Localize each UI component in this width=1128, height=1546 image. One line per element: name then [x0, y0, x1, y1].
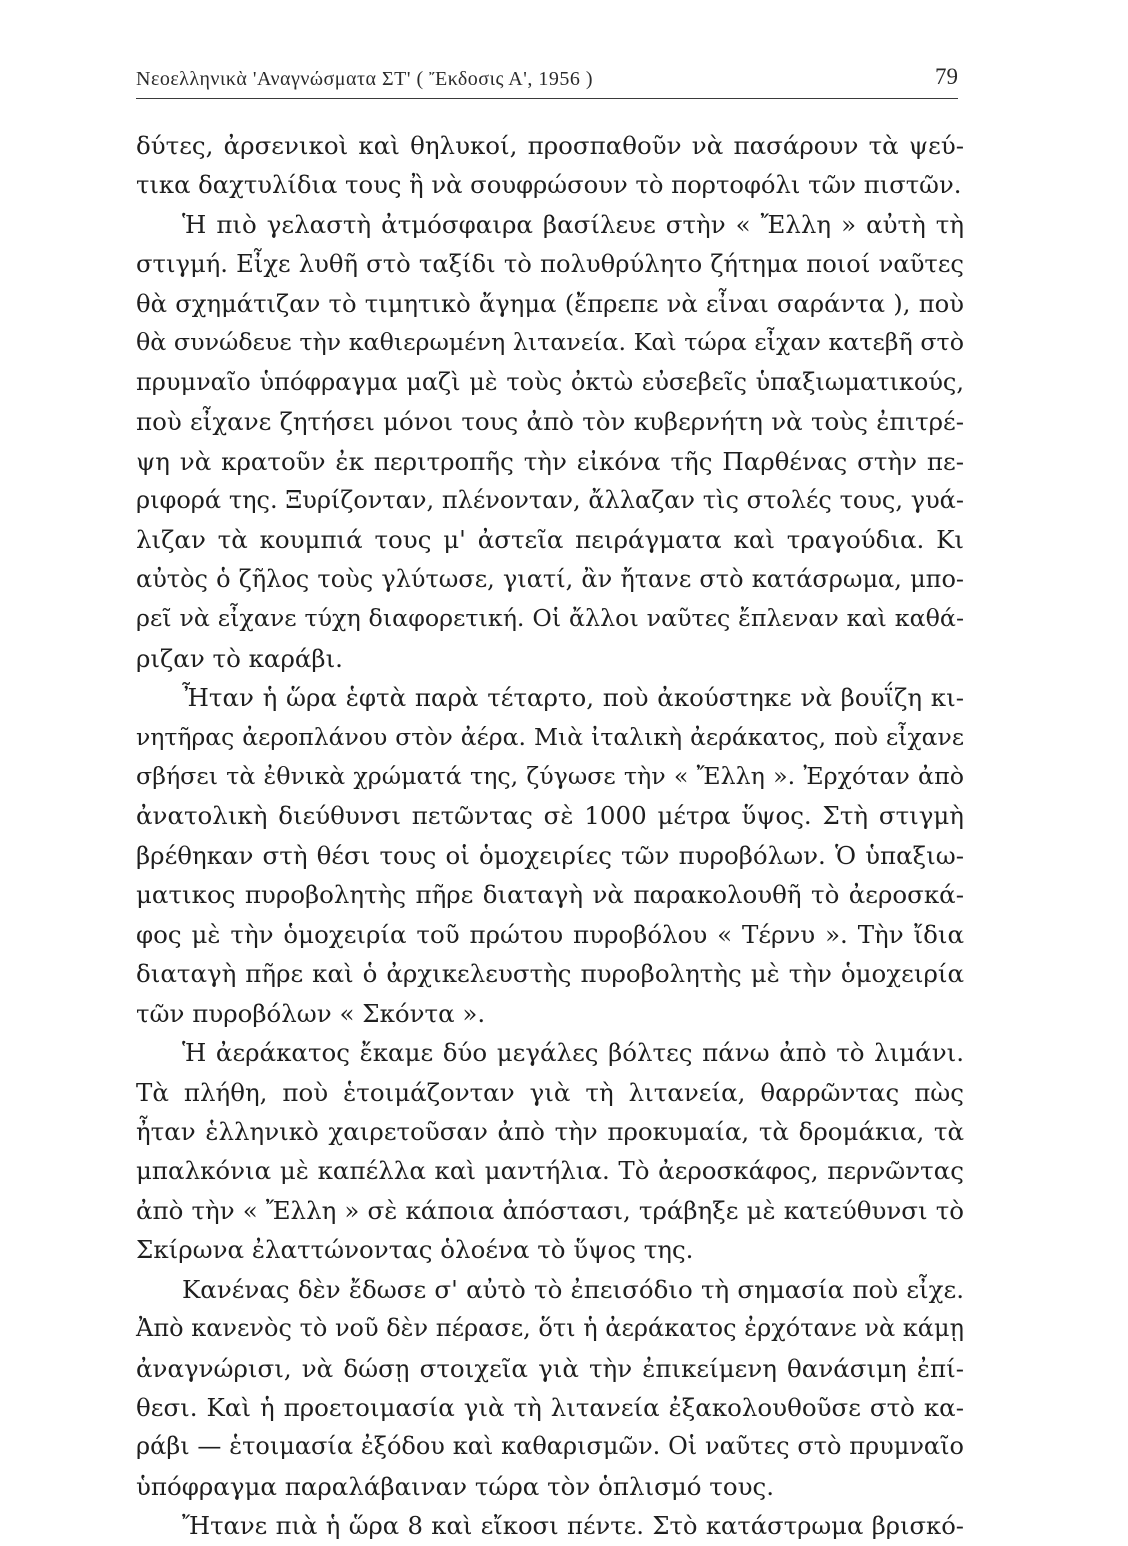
text-line: λιζαν τὰ κουμπιά τους μ' ἀστεῖα πειράγματα καὶ τραγούδια. Κι	[136, 525, 964, 555]
text-line: Σκίρωνα ἐλαττώνοντας ὁλοένα τὸ ὕψος της.	[136, 1235, 694, 1265]
body-text	[136, 126, 964, 1546]
text-line: ριφορά της. Ξυρίζονταν, πλένονταν, ἄλλαζαν τὶς στολές τους, γυά-	[136, 485, 964, 514]
running-header	[136, 64, 958, 99]
text-line: νητῆρας ἀεροπλάνου στὸν ἀέρα. Μιὰ ἰταλικὴ ἀεράκατος, ποὺ εἶχανε	[136, 722, 964, 751]
text-line: θὰ συνώδευε τὴν καθιερωμένη λιτανεία. Καὶ τώρα εἶχαν κατεβῆ στὸ	[136, 328, 964, 357]
text-line: Τὰ πλήθη, ποὺ ἑτοιμάζονταν γιὰ τὴ λιτανεία, θαρρῶντας πὼς	[136, 1077, 964, 1107]
page-number: 79	[935, 64, 958, 89]
text-line: τῶν πυροβόλων « Σκόντα ».	[136, 998, 486, 1028]
text-line: ρεῖ νὰ εἶχανε τύχη διαφορετική. Οἱ ἄλλοι ναῦτες ἔπλεναν καὶ καθά-	[136, 604, 964, 633]
text-line: ὑπόφραγμα παραλάβαιναν τώρα τὸν ὁπλισμό τους.	[136, 1471, 774, 1501]
text-line: Κανένας δὲν ἔδωσε σ' αὐτὸ τὸ ἐπεισόδιο τὴ σημασία ποὺ εἶχε.	[182, 1274, 964, 1304]
text-line: μπαλκόνια μὲ καπέλλα καὶ μαντήλια. Τὸ ἀεροσκάφος, περνῶντας	[136, 1156, 964, 1186]
text-line: ριζαν τὸ καράβι.	[136, 643, 343, 673]
text-line: σβήσει τὰ ἐθνικὰ χρώματά της, ζύγωσε τὴν « Ἔλλη ». Ἐρχόταν ἀπὸ	[136, 762, 964, 790]
text-line: Ἡ ἀεράκατος ἔκαμε δύο μεγάλες βόλτες πάνω ἀπὸ τὸ λιμάνι.	[182, 1038, 964, 1068]
text-line: ψη νὰ κρατοῦν ἐκ περιτροπῆς τὴν εἰκόνα τῆς Παρθένας στὴν πε-	[136, 446, 964, 476]
text-line: Ἤτανε πιὰ ἡ ὥρα 8 καὶ εἴκοσι πέντε. Στὸ κατάστρωμα βρισκό-	[182, 1511, 964, 1541]
text-line: ράβι — ἑτοιμασία ἐξόδου καὶ καθαρισμῶν. Οἱ ναῦτες στὸ πρυμναῖο	[136, 1432, 964, 1461]
text-line: τικα δαχτυλίδια τους ἢ νὰ σουφρώσουν τὸ πορτοφόλι τῶν πιστῶν.	[136, 170, 962, 200]
text-line: δύτες, ἀρσενικοὶ καὶ θηλυκοί, προσπαθοῦν νὰ πασάρουν τὰ ψεύ-	[136, 131, 964, 160]
text-line: πρυμναῖο ὑπόφραγμα μαζὶ μὲ τοὺς ὀκτὼ εὐσεβεῖς ὑπαξιωματικούς,	[136, 367, 964, 396]
running-title: Νεοελληνικὰ 'Αναγνώσματα ΣΤ' ( Ἔκδοσις Α', 1956 )	[136, 68, 593, 90]
text-line: διαταγὴ πῆρε καὶ ὁ ἀρχικελευστὴς πυροβολητὴς μὲ τὴν ὁμοχειρία	[136, 959, 964, 989]
text-line: Ἦταν ἡ ὥρα ἑφτὰ παρὰ τέταρτο, ποὺ ἀκούστηκε νὰ βουΐζη κι-	[182, 683, 964, 713]
text-line: Ἀπὸ κανενὸς τὸ νοῦ δὲν πέρασε, ὅτι ἡ ἀεράκατος ἐρχότανε νὰ κάμῃ	[136, 1314, 964, 1343]
text-line: ἦταν ἑλληνικὸ χαιρετοῦσαν ἀπὸ τὴν προκυμαία, τὰ δρομάκια, τὰ	[136, 1116, 964, 1146]
text-line: ἀναγνώρισι, νὰ δώσῃ στοιχεῖα γιὰ τὴν ἐπικείμενη θανάσιμη ἐπί-	[136, 1353, 964, 1383]
text-line: ποὺ εἶχανε ζητήσει μόνοι τους ἀπὸ τὸν κυβερνήτη νὰ τοὺς ἐπιτρέ-	[136, 407, 964, 437]
text-line: θὰ σχημάτιζαν τὸ τιμητικὸ ἄγημα (ἔπρεπε νὰ εἶναι σαράντα ), ποὺ	[136, 288, 964, 318]
text-line: βρέθηκαν στὴ θέσι τους οἱ ὁμοχειρίες τῶν πυροβόλων. Ὁ ὑπαξιω-	[136, 840, 964, 870]
text-line: αὐτὸς ὁ ζῆλος τοὺς γλύτωσε, γιατί, ἂν ἤτανε στὸ κατάσρωμα, μπο-	[136, 564, 964, 593]
text-line: ἀνατολικὴ διεύθυνσι πετῶντας σὲ 1000 μέτρα ὕψος. Στὴ στιγμὴ	[136, 801, 964, 831]
text-line: φος μὲ τὴν ὁμοχειρία τοῦ πρώτου πυροβόλου « Τέρνυ ». Τὴν ἴδια	[136, 919, 964, 949]
text-line: στιγμή. Εἶχε λυθῆ στὸ ταξίδι τὸ πολυθρύλητο ζήτημα ποιοί ναῦτες	[136, 249, 964, 279]
text-line: ἀπὸ τὴν « Ἔλλη » σὲ κάποια ἀπόστασι, τράβηξε μὲ κατεύθυνσι τὸ	[136, 1195, 964, 1225]
text-line: θεσι. Καὶ ἡ προετοιμασία γιὰ τὴ λιτανεία ἐξακολουθοῦσε στὸ κα-	[136, 1393, 964, 1422]
text-line: Ἡ πιὸ γελαστὴ ἀτμόσφαιρα βασίλευε στὴν « Ἔλλη » αὐτὴ τὴ	[182, 209, 964, 239]
text-line: ματικος πυροβολητὴς πῆρε διαταγὴ νὰ παρακολουθῆ τὸ ἀεροσκά-	[136, 880, 964, 910]
